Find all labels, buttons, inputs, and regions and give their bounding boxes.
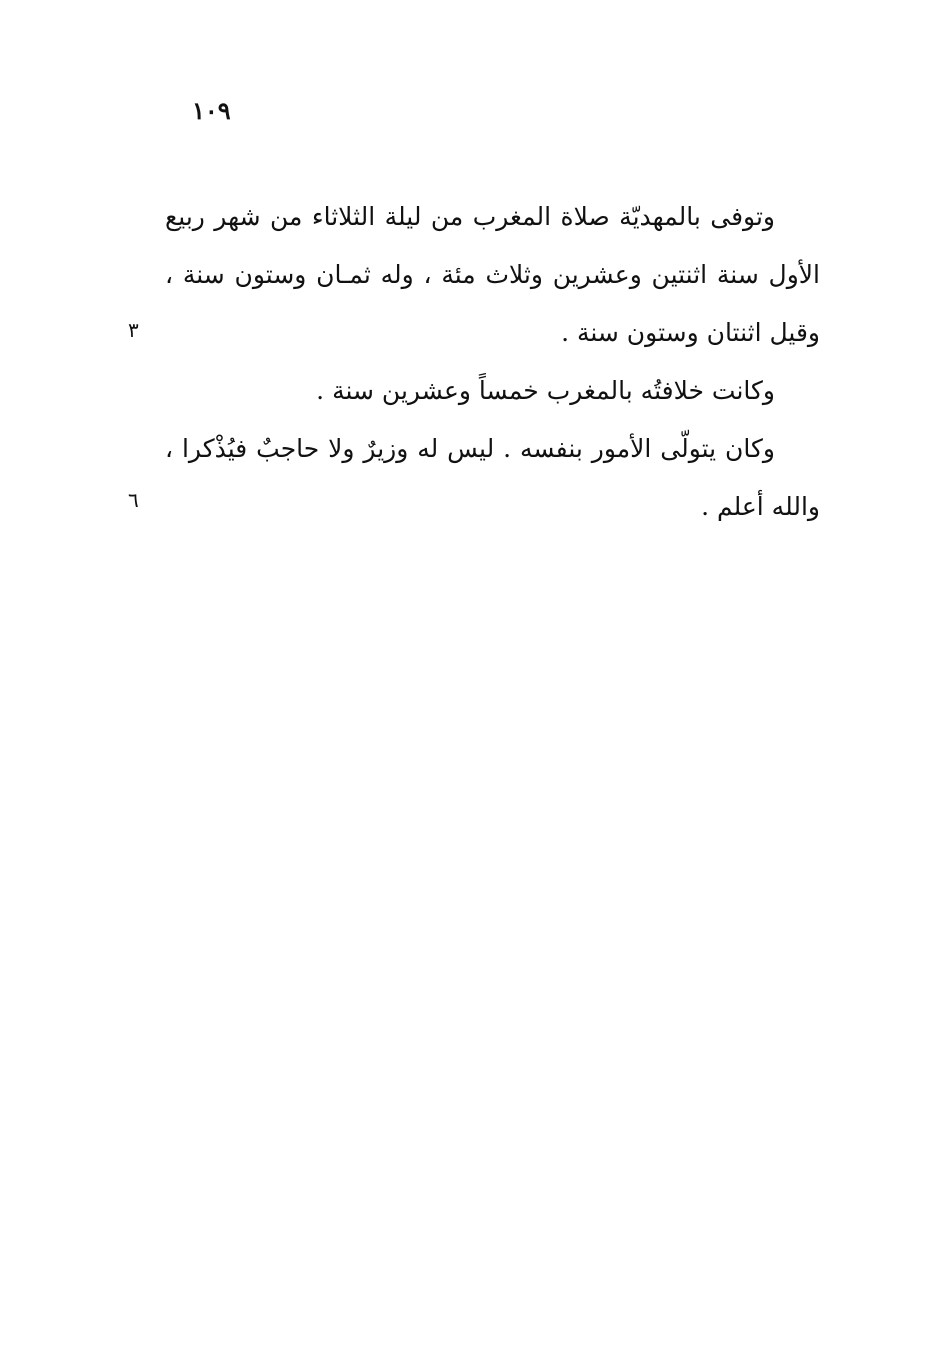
line-marker-3: ٣	[128, 318, 139, 342]
page-number: ١٠٩	[192, 96, 231, 125]
line-marker-6: ٦	[128, 488, 139, 512]
paragraph-caliphate: وكانت خلافتُه بالمغرب خمساً وعشرين سنة .	[316, 376, 775, 405]
paragraph-governance: وكان يتولّى الأمور بنفسه . ليس له وزيرٌ ولا حاجبٌ فيُذْكرا ، والله أعلم .	[165, 434, 820, 521]
body-text	[165, 188, 820, 536]
paragraph-death: وتوفى بالمهديّة صلاة المغرب من ليلة الثلاثاء من شهر ربيع الأول سنة اثنتين وعشرين وثلاث مئة ، وله ثمـان وستون سنة ، وقيل اثنتان وستون سنة .	[165, 202, 820, 347]
